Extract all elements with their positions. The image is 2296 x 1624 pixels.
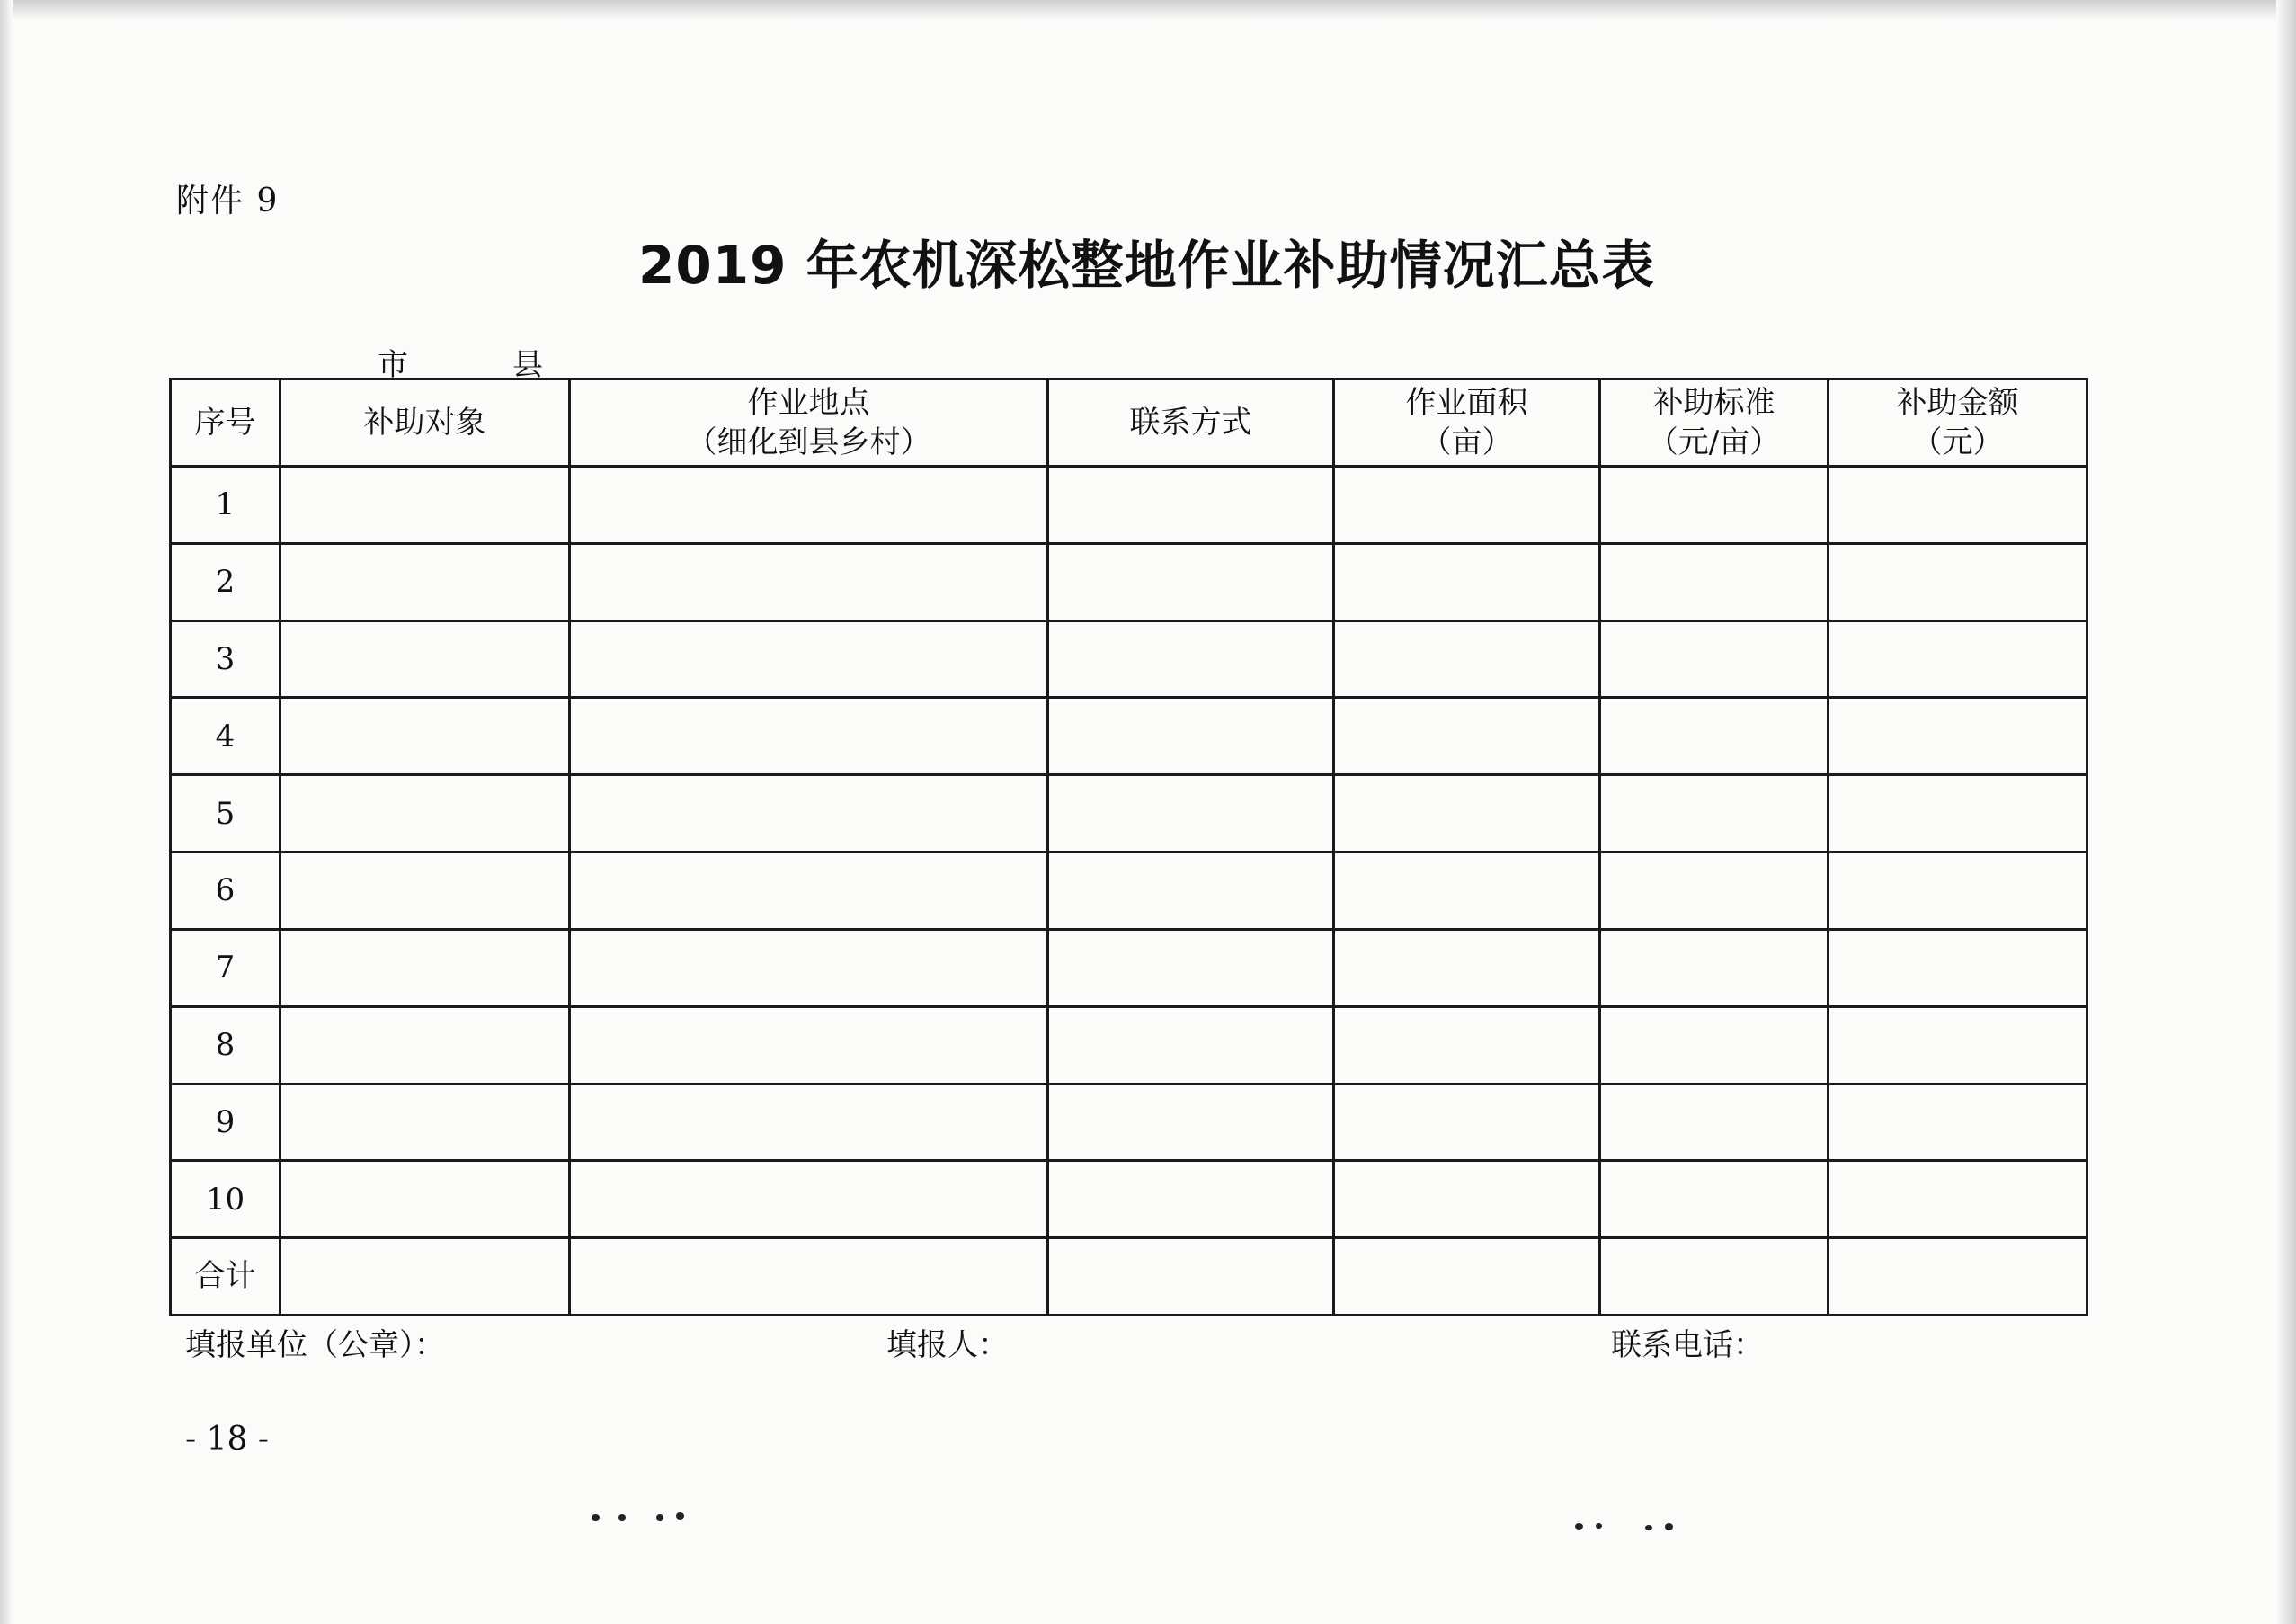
empty-cell: [1829, 543, 2087, 620]
scan-speck: [618, 1514, 626, 1521]
empty-cell: [570, 929, 1048, 1006]
header-location: 作业地点 （细化到县乡村）: [570, 379, 1048, 467]
header-contact: 联系方式: [1048, 379, 1334, 467]
empty-cell: [280, 929, 570, 1006]
empty-cell: [280, 698, 570, 775]
filler-label: 填报人：: [886, 1327, 1009, 1363]
empty-cell: [280, 852, 570, 930]
table-row: [171, 698, 2087, 775]
row-label: 1: [171, 467, 280, 544]
empty-cell: [1048, 467, 1334, 544]
empty-cell: [570, 1161, 1048, 1238]
empty-cell: [1048, 698, 1334, 775]
empty-cell: [1829, 852, 2087, 930]
empty-cell: [1600, 1006, 1829, 1084]
table-row: [171, 1084, 2087, 1161]
empty-cell: [570, 698, 1048, 775]
county-label: 县: [512, 347, 543, 383]
empty-cell: [280, 620, 570, 698]
empty-cell: [1334, 698, 1600, 775]
empty-cell: [1334, 1161, 1600, 1238]
empty-cell: [1334, 1084, 1600, 1161]
empty-cell: [1048, 852, 1334, 930]
table-row: [171, 620, 2087, 698]
empty-cell: [1600, 1084, 1829, 1161]
empty-cell: [280, 1238, 570, 1316]
table-row: [171, 775, 2087, 852]
empty-cell: [1829, 698, 2087, 775]
empty-cell: [1334, 775, 1600, 852]
header-area: 作业面积 （亩）: [1334, 379, 1600, 467]
contact-phone-label: 联系电话：: [1611, 1327, 1764, 1363]
empty-cell: [280, 775, 570, 852]
scan-edge-top: [0, 0, 2296, 20]
empty-cell: [1048, 1161, 1334, 1238]
city-label: 市: [378, 347, 408, 383]
table-row: [171, 929, 2087, 1006]
empty-cell: [1829, 620, 2087, 698]
table-header-row: [171, 379, 2087, 467]
empty-cell: [1048, 1006, 1334, 1084]
row-label: 10: [171, 1161, 280, 1238]
table-row: [171, 467, 2087, 544]
empty-cell: [570, 852, 1048, 930]
scan-speck: [656, 1514, 663, 1521]
attachment-label: 附件 9: [176, 183, 280, 219]
empty-cell: [1600, 775, 1829, 852]
header-recipient: 补助对象: [280, 379, 570, 467]
empty-cell: [570, 543, 1048, 620]
row-label: 2: [171, 543, 280, 620]
row-label: 9: [171, 1084, 280, 1161]
empty-cell: [570, 1006, 1048, 1084]
empty-cell: [1334, 543, 1600, 620]
subsidy-summary-table: [169, 378, 2088, 1316]
empty-cell: [1600, 620, 1829, 698]
scan-speck: [1665, 1523, 1673, 1530]
scan-speck: [1596, 1523, 1602, 1529]
empty-cell: [1334, 1006, 1600, 1084]
empty-cell: [1048, 620, 1334, 698]
page-number: - 18 -: [185, 1421, 270, 1458]
row-label: 3: [171, 620, 280, 698]
empty-cell: [1829, 1006, 2087, 1084]
empty-cell: [1829, 1084, 2087, 1161]
scan-speck: [1645, 1525, 1652, 1530]
empty-cell: [1334, 467, 1600, 544]
empty-cell: [1048, 543, 1334, 620]
row-label: 合计: [171, 1238, 280, 1316]
empty-cell: [1600, 929, 1829, 1006]
empty-cell: [1334, 620, 1600, 698]
empty-cell: [280, 1161, 570, 1238]
header-amount: 补助金额 （元）: [1829, 379, 2087, 467]
table-row: [171, 852, 2087, 930]
scan-speck: [592, 1514, 600, 1521]
header-rate: 补助标准 （元/亩）: [1600, 379, 1829, 467]
empty-cell: [570, 1084, 1048, 1161]
table-row: [171, 1161, 2087, 1238]
empty-cell: [280, 1006, 570, 1084]
empty-cell: [570, 620, 1048, 698]
scan-edge-right: [2276, 0, 2296, 1624]
table-body: [171, 467, 2087, 1316]
document-title: 2019 年农机深松整地作业补助情况汇总表: [638, 235, 1655, 296]
empty-cell: [1829, 775, 2087, 852]
scan-speck: [676, 1512, 684, 1520]
row-label: 6: [171, 852, 280, 930]
row-label: 5: [171, 775, 280, 852]
empty-cell: [280, 543, 570, 620]
empty-cell: [280, 467, 570, 544]
empty-cell: [1048, 1238, 1334, 1316]
row-label: 7: [171, 929, 280, 1006]
empty-cell: [1334, 852, 1600, 930]
empty-cell: [1600, 1161, 1829, 1238]
empty-cell: [1048, 1084, 1334, 1161]
empty-cell: [1600, 698, 1829, 775]
scan-edge-left: [0, 0, 13, 1624]
empty-cell: [1048, 929, 1334, 1006]
table-row: [171, 1238, 2087, 1316]
empty-cell: [1600, 543, 1829, 620]
table-row: [171, 543, 2087, 620]
empty-cell: [1829, 1238, 2087, 1316]
empty-cell: [1829, 1161, 2087, 1238]
header-serial: 序号: [171, 379, 280, 467]
empty-cell: [1600, 1238, 1829, 1316]
empty-cell: [570, 1238, 1048, 1316]
filling-unit-label: 填报单位（公章）：: [185, 1327, 445, 1363]
empty-cell: [1334, 929, 1600, 1006]
scan-speck: [1575, 1523, 1583, 1530]
empty-cell: [280, 1084, 570, 1161]
empty-cell: [570, 467, 1048, 544]
row-label: 4: [171, 698, 280, 775]
empty-cell: [570, 775, 1048, 852]
table-row: [171, 1006, 2087, 1084]
row-label: 8: [171, 1006, 280, 1084]
empty-cell: [1829, 929, 2087, 1006]
empty-cell: [1600, 467, 1829, 544]
empty-cell: [1600, 852, 1829, 930]
empty-cell: [1048, 775, 1334, 852]
empty-cell: [1334, 1238, 1600, 1316]
empty-cell: [1829, 467, 2087, 544]
